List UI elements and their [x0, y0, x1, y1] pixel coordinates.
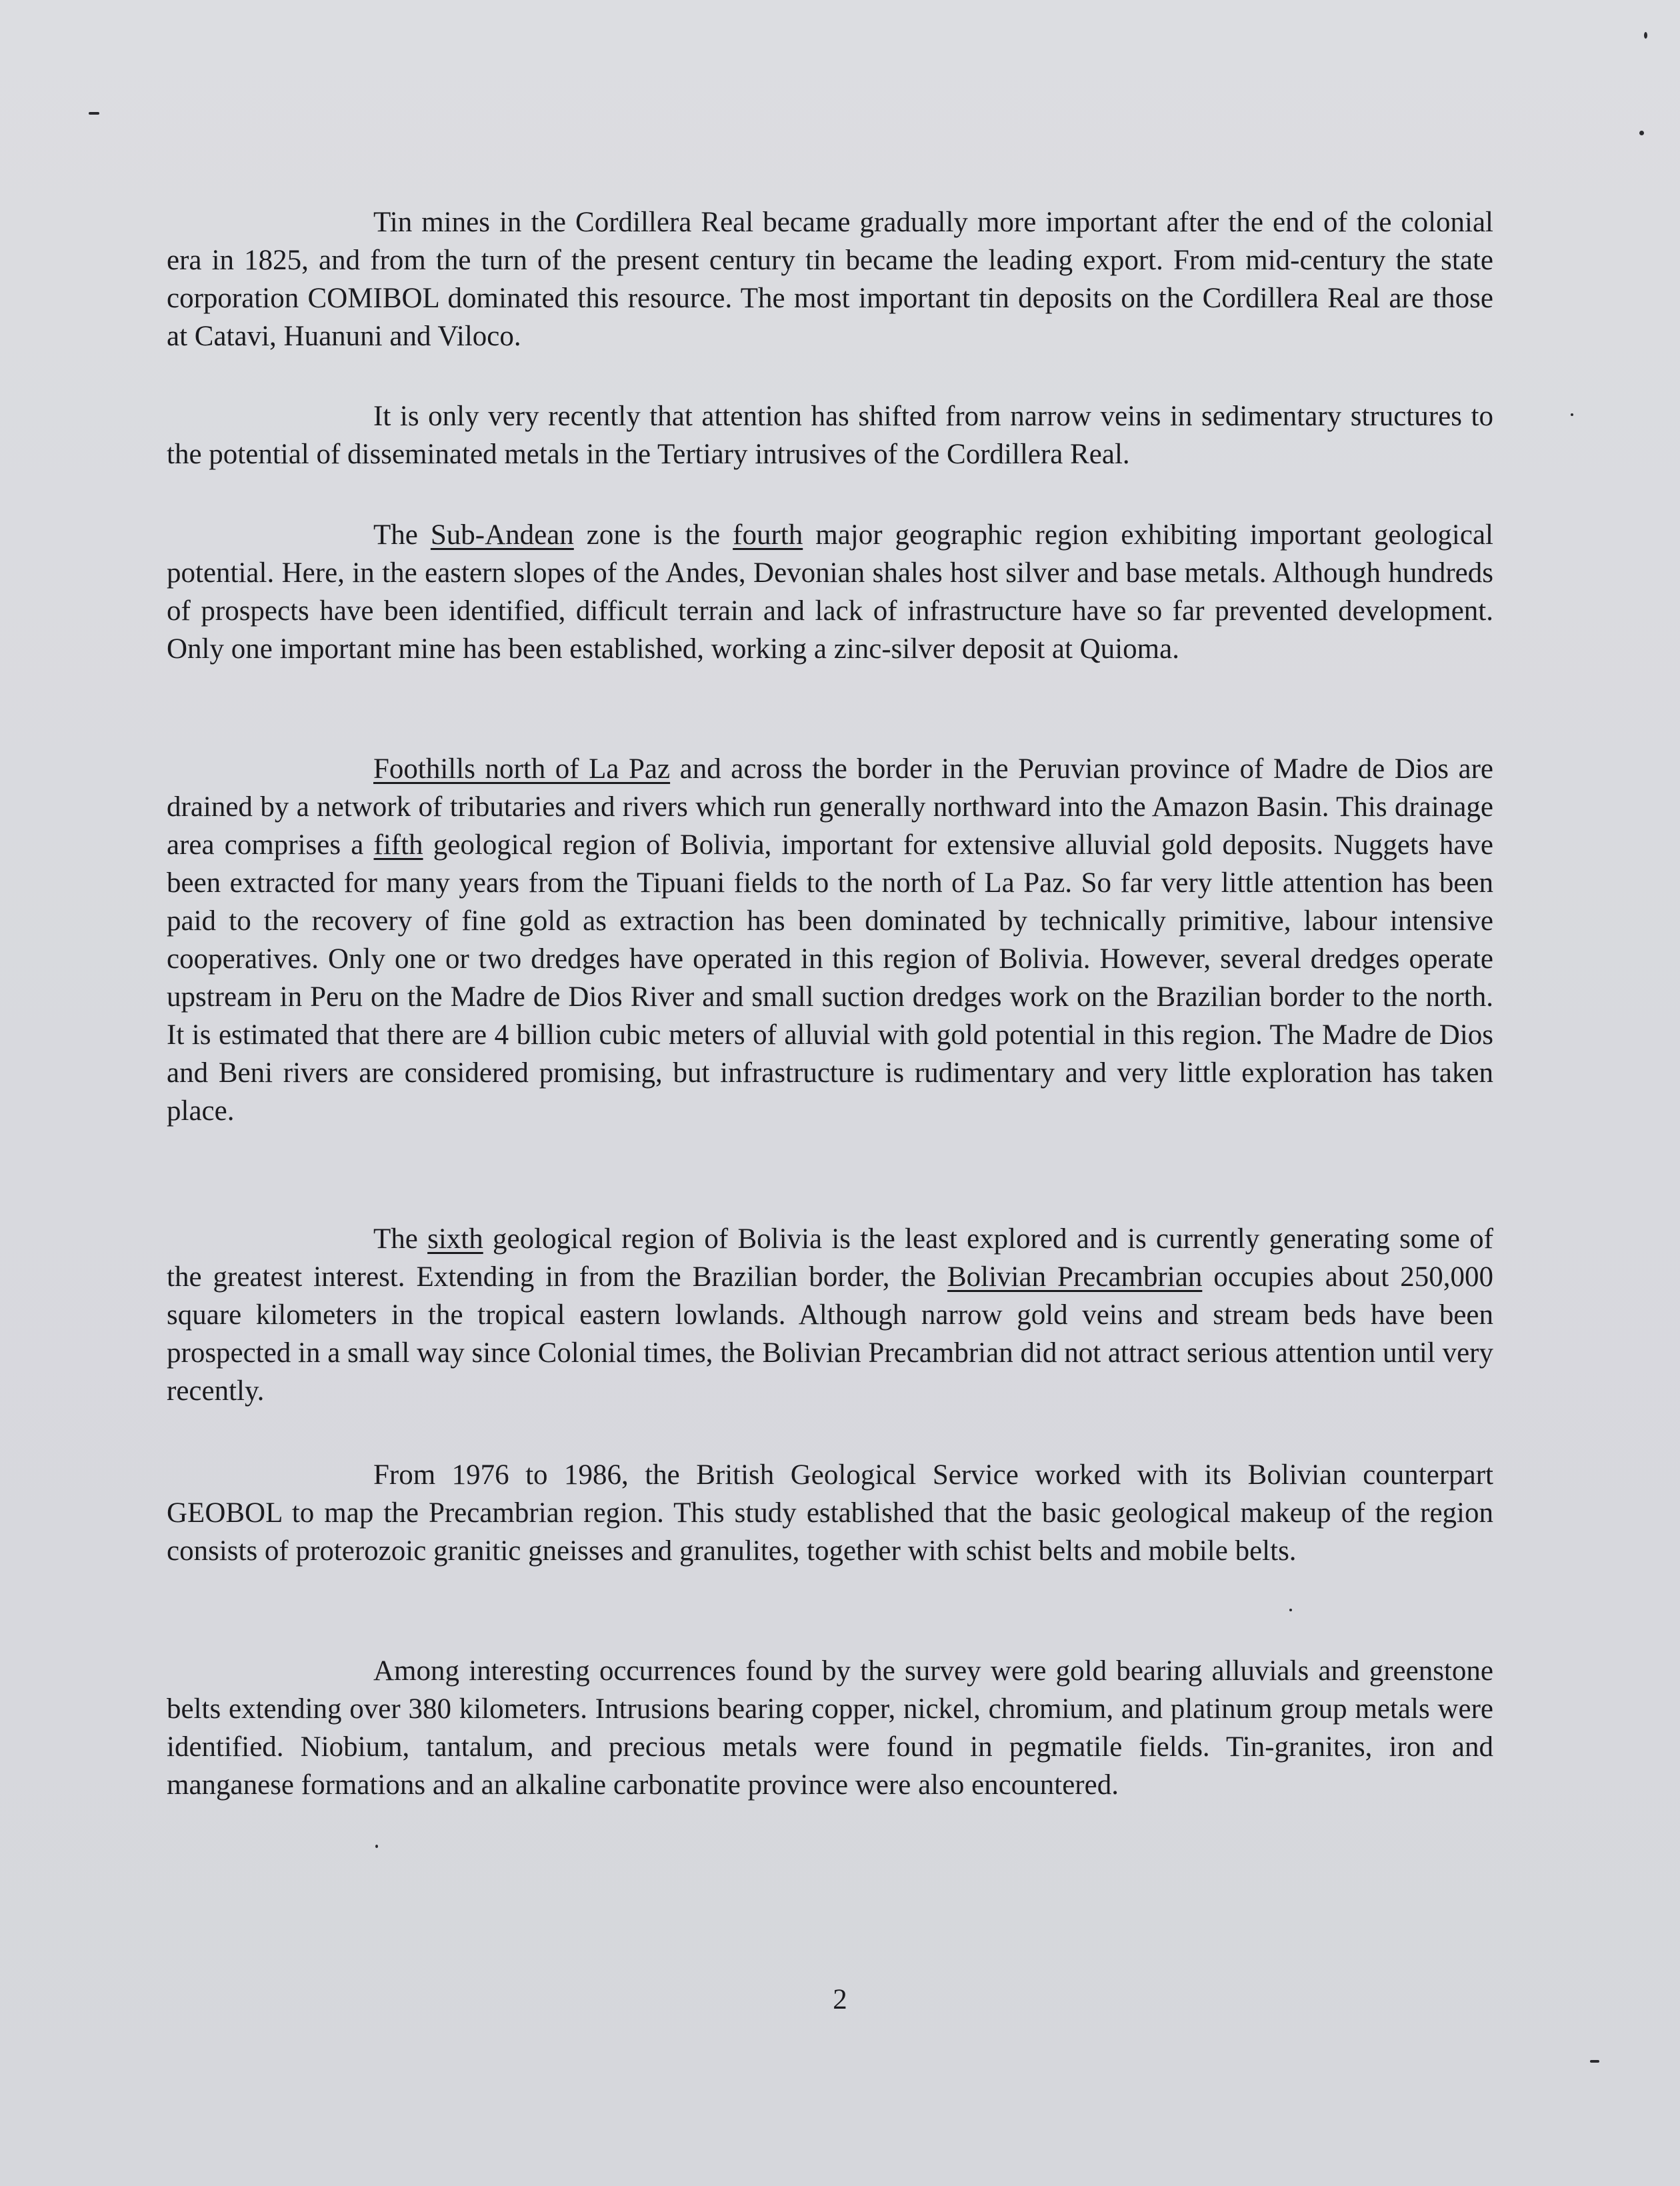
paragraph-text: From 1976 to 1986, the British Geological Service worked with its Bolivian counterpart GEOBOL to map the Precambrian region. This study established that the basic geological makeup of the region consists of proterozoic granitic gneisses and granulites, together with schist belts and mobile belts.	[167, 1459, 1493, 1567]
page-number: 2	[833, 1984, 847, 2015]
paragraph-text: and across the border in the Peruvian province of Madre de Dios are drained by a network of tributaries and rivers which run generally northward into the Amazon Basin. This drainage area comprises a	[167, 753, 1493, 861]
paragraph-sixth-region	[167, 1220, 1493, 1410]
paragraph-text: occupies about 250,000 square kilometers in the tropical eastern lowlands. Although narrow gold veins and stream beds have been prospected in a small way since Colonial times, the Bolivian Precambrian did not attract serious attention until very recently.	[167, 1261, 1493, 1407]
paragraph-text: geological region of Bolivia is the least explored and is currently generating some of the greatest interest. Extending in from the Brazilian border, the	[167, 1223, 1493, 1293]
underlined-term: fourth	[733, 519, 803, 551]
scan-speck	[89, 112, 99, 115]
scan-speck	[1590, 2060, 1599, 2063]
paragraph-text: major geographic region exhibiting important geological potential. Here, in the eastern slopes of the Andes, Devonian shales host silver and base metals. Although hundreds of prospects have been identified, difficult terrain and lack of infrastructure have so far prevented development. Only one important mine has been established, working a zinc-silver deposit at Quioma.	[167, 519, 1493, 665]
paragraph-tin-mines	[167, 203, 1493, 355]
paragraph-text: The	[373, 1223, 428, 1255]
paragraph-occurrences	[167, 1652, 1493, 1804]
paragraph-foothills	[167, 750, 1493, 1130]
scan-speck	[1571, 413, 1573, 416]
underlined-term: Bolivian Precambrian	[947, 1261, 1203, 1293]
scan-speck	[375, 1845, 378, 1848]
paragraph-sub-andean	[167, 516, 1493, 668]
underlined-term: Foothills north of La Paz	[373, 753, 671, 785]
paragraph-text: geological region of Bolivia, important for extensive alluvial gold deposits. Nuggets have been extracted for many years from the Tipuani fields to the north of La Paz. So far very little attention has been paid to the recovery of fine gold as extraction has been dominated by technically primitive, labour intensive cooperatives. Only one or two dredges have operated in this region of Bolivia. However, several dredges operate upstream in Peru on the Madre de Dios River and small suction dredges work on the Brazilian border to the north. It is estimated that there are 4 billion cubic meters of alluvial with gold potential in this region. The Madre de Dios and Beni rivers are considered promising, but infrastructure is rudimentary and very little exploration has taken place.	[167, 829, 1493, 1127]
underlined-term: fifth	[373, 829, 423, 861]
paragraph-text: Among interesting occurrences found by the survey were gold bearing alluvials and greenstone belts extending over 380 kilometers. Intrusions bearing copper, nickel, chromium, and platinum group metals were identified. Niobium, tantalum, and precious metals were found in pegmatile fields. Tin-granites, iron and manganese formations and an alkaline carbonatite province were also encountered.	[167, 1655, 1493, 1801]
paragraph-text: Tin mines in the Cordillera Real became gradually more important after the end of the colonial era in 1825, and from the turn of the present century tin became the leading export. From mid-century the state corporation COMIBOL dominated this resource. The most important tin deposits on the Cordillera Real are those at Catavi, Huanuni and Viloco.	[167, 207, 1493, 352]
paragraph-text: zone is the	[573, 519, 733, 551]
scan-speck	[1289, 1609, 1292, 1611]
paragraph-text: The	[373, 519, 431, 551]
scan-speck	[1639, 131, 1644, 135]
paragraph-recent-attention	[167, 397, 1493, 473]
paragraph-geological-service	[167, 1456, 1493, 1570]
paragraph-text: It is only very recently that attention has shifted from narrow veins in sedimentary structures to the potential of disseminated metals in the Tertiary intrusives of the Cordillera Real.	[167, 401, 1493, 470]
underlined-term: sixth	[427, 1223, 483, 1255]
underlined-term: Sub-Andean	[430, 519, 574, 551]
scan-speck	[1644, 32, 1647, 39]
